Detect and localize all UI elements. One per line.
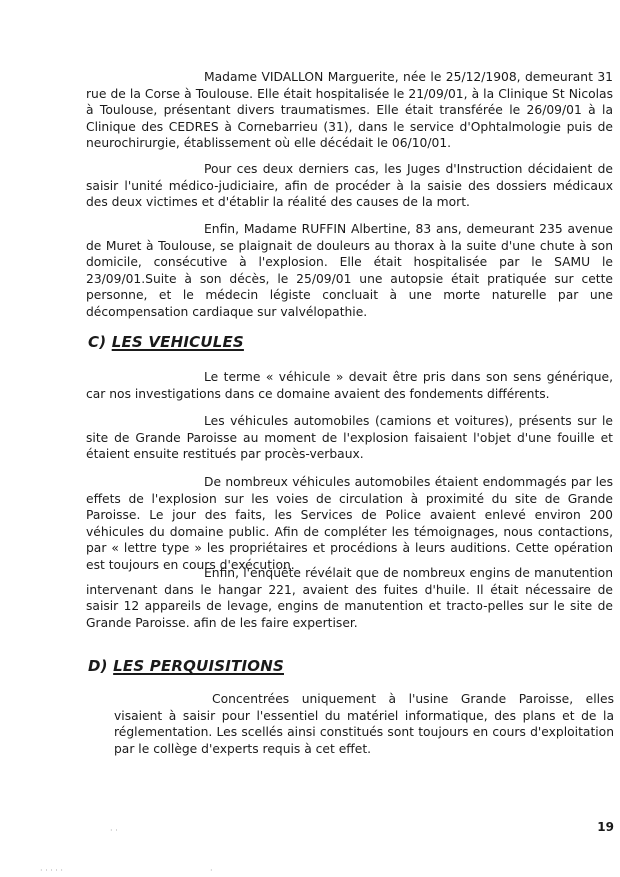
paragraph-vehicules-automobiles: Les véhicules automobiles (camions et voitures), présents sur le site de Grande Paroisse au moment de l'explosion faisaient l'objet d'une fouille et étaient ensuite restitués par procès-verbaux. — [86, 414, 613, 461]
paragraph-vidallon: Madame VIDALLON Marguerite, née le 25/12/1908, demeurant 31 rue de la Corse à Toulouse. Elle était hospitalisée le 21/09/01, à la Clinique St Nicolas à Toulouse, présentant divers traumatismes. Elle était transférée le 26/09/01 à la Clinique des CEDRES à Cornebarrieu (31), dans le service d'Ophtalmologie puis de neurochirurgie, établissement où elle décédait le 06/10/01. — [86, 70, 613, 150]
scan-speck: · — [210, 866, 213, 875]
page-number: 19 — [597, 820, 614, 834]
section-heading-perquisitions — [88, 657, 284, 675]
section-title: LES PERQUISITIONS — [113, 657, 284, 675]
scan-speck: · · · · · — [40, 866, 63, 875]
paragraph-terme-vehicule: Le terme « véhicule » devait être pris dans son sens générique, car nos investigations dans ce domaine avaient des fondements différents. — [86, 370, 613, 401]
paragraph-engins-manutention: Enfin, l'enquête révélait que de nombreux engins de manutention intervenant dans le hangar 221, avaient des fuites d'huile. Il était nécessaire de saisir 12 appareils de levage, engins de manutention et tracto-pelles sur le site de Grande Paroisse. afin de les faire expertiser. — [86, 566, 613, 630]
scan-speck: · · — [110, 826, 118, 835]
section-prefix: D) — [88, 657, 114, 675]
paragraph-juges-instruction: Pour ces deux derniers cas, les Juges d'Instruction décidaient de saisir l'unité médico-judiciaire, afin de procéder à la saisie des dossiers médicaux des deux victimes et d'établir la réalité des causes de la mort. — [86, 162, 613, 209]
section-title: LES VEHICULES — [111, 333, 244, 351]
section-prefix: C) — [88, 333, 112, 351]
section-heading-vehicules — [88, 333, 244, 351]
paragraph-vehicules-endommages: De nombreux véhicules automobiles étaient endommagés par les effets de l'explosion sur les voies de circulation à proximité du site de Grande Paroisse. Le jour des faits, les Services de Police avaient enlevé environ 200 véhicules du domaine public. Afin de compléter les témoignages, nous contactions, par « lettre type » les propriétaires et procédions à leurs auditions. Cette opération est toujours en cours d'exécution. — [86, 475, 613, 572]
paragraph-perquisitions: Concentrées uniquement à l'usine Grande Paroisse, elles visaient à saisir pour l'essentiel du matériel informatique, des plans et de la réglementation. Les scellés ainsi constitués sont toujours en cours d'exploitation par le collège d'experts requis à cet effet. — [114, 692, 614, 756]
paragraph-ruffin: Enfin, Madame RUFFIN Albertine, 83 ans, demeurant 235 avenue de Muret à Toulouse, se plaignait de douleurs au thorax à la suite d'une chute à son domicile, consécutive à l'explosion. Elle était hospitalisée par le SAMU le 23/09/01.Suite à son décès, le 25/09/01 une autopsie était pratiquée sur cette personne, et le médecin légiste concluait à une morte naturelle par une décompensation cardiaque sur valvélopathie. — [86, 222, 613, 319]
